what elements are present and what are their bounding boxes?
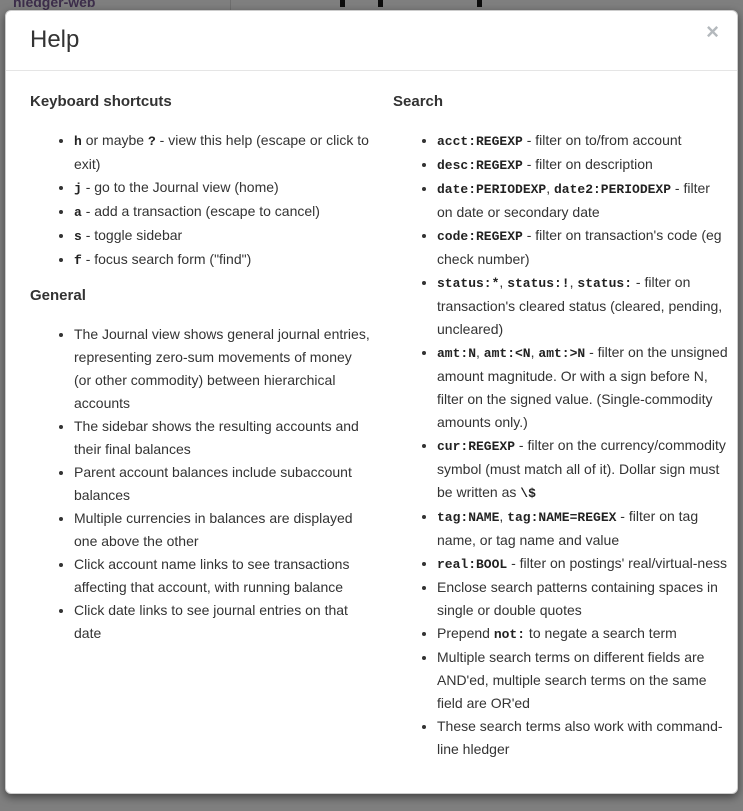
list-item: • a - add a transaction (escape to cancel)	[74, 200, 371, 224]
list-item: • Prepend not: to negate a search term	[437, 622, 729, 646]
section-heading-general: General	[30, 287, 86, 304]
code-term: amt:N	[437, 346, 477, 361]
list-item: • status:*, status:!, status: - filter on transaction's cleared status (cleared, pending, uncleared)	[437, 271, 729, 341]
close-icon[interactable]: ×	[706, 19, 719, 44]
code-term: j	[74, 181, 82, 196]
code-term: cur:REGEXP	[437, 439, 516, 454]
keyboard-shortcuts-list	[30, 129, 371, 272]
help-modal	[5, 10, 738, 794]
code-term: not:	[493, 627, 526, 642]
list-item: • code:REGEXP - filter on transaction's code (eg check number)	[437, 224, 729, 271]
list-item: • acct:REGEXP - filter on to/from account	[437, 129, 729, 153]
help-column-right	[393, 93, 729, 776]
code-term: acct:REGEXP	[437, 134, 523, 149]
code-term: status:!	[507, 276, 570, 291]
section-heading-keyboard-shortcuts: Keyboard shortcuts	[30, 93, 172, 110]
code-term: code:REGEXP	[437, 229, 523, 244]
list-item: • Enclose search patterns containing spaces in single or double quotes	[437, 576, 729, 622]
list-item: • date:PERIODEXP, date2:PERIODEXP - filter on date or secondary date	[437, 177, 729, 224]
list-item: • desc:REGEXP - filter on description	[437, 153, 729, 177]
list-item: • f - focus search form ("find")	[74, 248, 371, 272]
code-term: tag:NAME=REGEX	[507, 510, 617, 525]
list-item: • These search terms also work with command-line hledger	[437, 715, 729, 761]
code-term: date:PERIODEXP	[437, 182, 547, 197]
section-heading-search: Search	[393, 93, 444, 110]
modal-header	[6, 11, 737, 71]
code-term: f	[74, 253, 82, 268]
list-item: • j - go to the Journal view (home)	[74, 176, 371, 200]
code-term: real:BOOL	[437, 557, 508, 572]
code-term: ?	[147, 134, 156, 149]
list-item: • Multiple search terms on different fields are AND'ed, multiple search terms on the same field are OR'ed	[437, 646, 729, 715]
help-column-left	[30, 93, 371, 776]
code-term: tag:NAME	[437, 510, 500, 525]
list-item: • The sidebar shows the resulting accounts and their final balances	[74, 415, 371, 461]
code-term: desc:REGEXP	[437, 158, 523, 173]
code-term: status:	[577, 276, 633, 291]
list-item: • amt:N, amt:<N, amt:>N - filter on the unsigned amount magnitude. Or with a sign before N, filter on the signed value. (Single-commodity amounts only.)	[437, 341, 729, 434]
general-list	[30, 323, 371, 645]
list-item: • real:BOOL - filter on postings' real/virtual-ness	[437, 552, 729, 576]
list-item: • Click account name links to see transactions affecting that account, with running balance	[74, 553, 371, 599]
modal-title: Help	[30, 26, 80, 53]
list-item: • tag:NAME, tag:NAME=REGEX - filter on tag name, or tag name and value	[437, 505, 729, 552]
code-term: date2:PERIODEXP	[554, 182, 672, 197]
list-item: • Click date links to see journal entries on that date	[74, 599, 371, 645]
code-term: amt:<N	[483, 346, 531, 361]
search-terms-list	[393, 129, 729, 761]
code-term: \$	[520, 486, 536, 501]
code-term: amt:>N	[538, 346, 586, 361]
code-term: a	[74, 205, 82, 220]
code-term: status:*	[437, 276, 500, 291]
list-item: • cur:REGEXP - filter on the currency/commodity symbol (must match all of it). Dollar sign must be written as \$	[437, 434, 729, 505]
list-item: • The Journal view shows general journal entries, representing zero-sum movements of money (or other commodity) between hierarchical accounts	[74, 323, 371, 415]
list-item: • Multiple currencies in balances are displayed one above the other	[74, 507, 371, 553]
code-term: s	[74, 229, 82, 244]
modal-body	[6, 71, 737, 794]
list-item: • s - toggle sidebar	[74, 224, 371, 248]
list-item: • h or maybe ? - view this help (escape or click to exit)	[74, 129, 371, 176]
list-item: • Parent account balances include subaccount balances	[74, 461, 371, 507]
code-term: h	[74, 134, 82, 149]
